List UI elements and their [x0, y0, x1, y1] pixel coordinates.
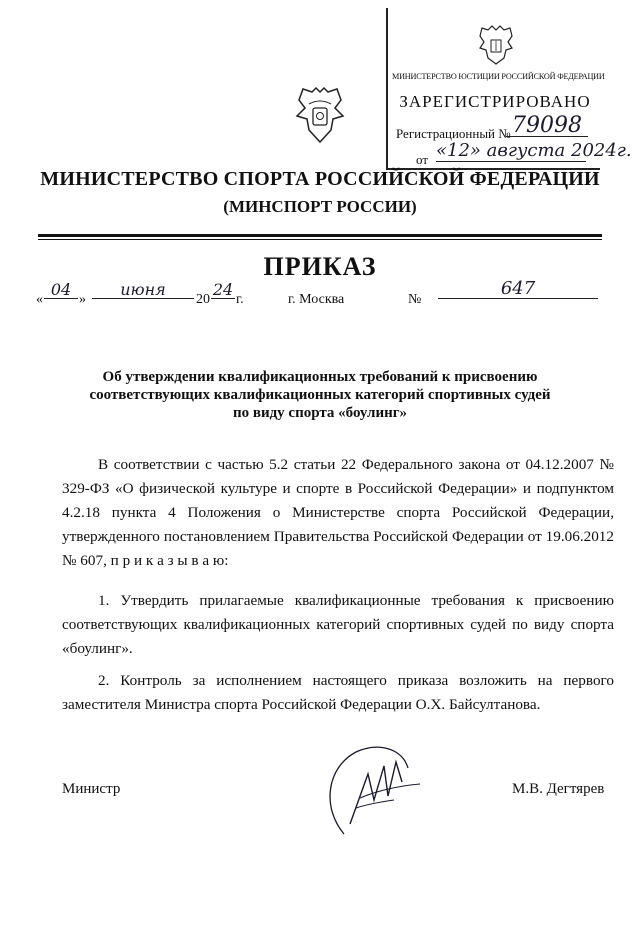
date-day: 04 [44, 280, 78, 299]
date-month: июня [92, 280, 194, 299]
signatory-name: М.В. Дегтярев [512, 781, 605, 797]
body-paragraph-item-2: 2. Контроль за исполнением настоящего приказа возложить на первого заместителя Министра спорта Российской Федерации О.Х. Байсултанова. [62, 672, 614, 713]
city: г. Москва [288, 292, 345, 307]
coat-of-arms-icon [289, 86, 351, 148]
body-paragraph-item-1: 1. Утвердить прилагаемые квалификационные требования к присвоению соответствующих квалификационных категорий спортивных судей по виду спорта «боулинг». [62, 592, 614, 657]
date-quote-open: « [36, 292, 43, 307]
subject-line-2: соответствующих квалификационных категорий спортивных судей [89, 387, 551, 403]
stamp-ministry: МИНИСТЕРСТВО ЮСТИЦИИ РОССИЙСКОЙ ФЕДЕРАЦИИ [392, 72, 605, 81]
document-type: ПРИКАЗ [263, 252, 377, 281]
header-rule-thin [38, 239, 602, 240]
date-year-suffix: г. [236, 292, 244, 307]
order-number: 647 [438, 278, 598, 299]
date-year-prefix: 20 [196, 292, 210, 307]
order-number-label: № [408, 292, 422, 307]
order-subject [60, 368, 580, 422]
stamp-reg-label: Регистрационный № [396, 126, 511, 141]
stamp-from-label: от [416, 152, 429, 167]
stamp-date: «12» августа 2024г. [436, 140, 632, 161]
ministry-title: МИНИСТЕРСТВО СПОРТА РОССИЙСКОЙ ФЕДЕРАЦИИ [40, 168, 600, 190]
date-year-hand: 24 [212, 280, 234, 299]
stamp-reg-number: 79098 [506, 114, 588, 137]
ministry-short-name: (МИНСПОРТ РОССИИ) [223, 197, 417, 216]
subject-line-3: по виду спорта «боулинг» [232, 405, 408, 421]
handwritten-signature-icon [316, 738, 436, 838]
header-rule-thick [38, 234, 602, 237]
stamp-status: ЗАРЕГИСТРИРОВАНО [399, 92, 591, 111]
registration-stamp [386, 8, 632, 170]
stamp-emblem-icon [476, 24, 516, 68]
body-paragraph-preamble: В соответствии с частью 5.2 статьи 22 Федерального закона от 04.12.2007 № 329-ФЗ «О физической культуре и спорте в Российской Федерации» и подпунктом 4.2.18 пункта 4 Положения о Министерстве спорта Российской Федерации, утвержденного постановлением Правительства Российской Федерации от 19.06.2012 № 607, п р и к а з ы в а ю: [62, 456, 614, 569]
subject-line-1: Об утверждении квалификационных требований к присвоению [102, 369, 538, 385]
signatory-position: Министр [62, 781, 121, 797]
date-quote-close: » [79, 292, 86, 307]
